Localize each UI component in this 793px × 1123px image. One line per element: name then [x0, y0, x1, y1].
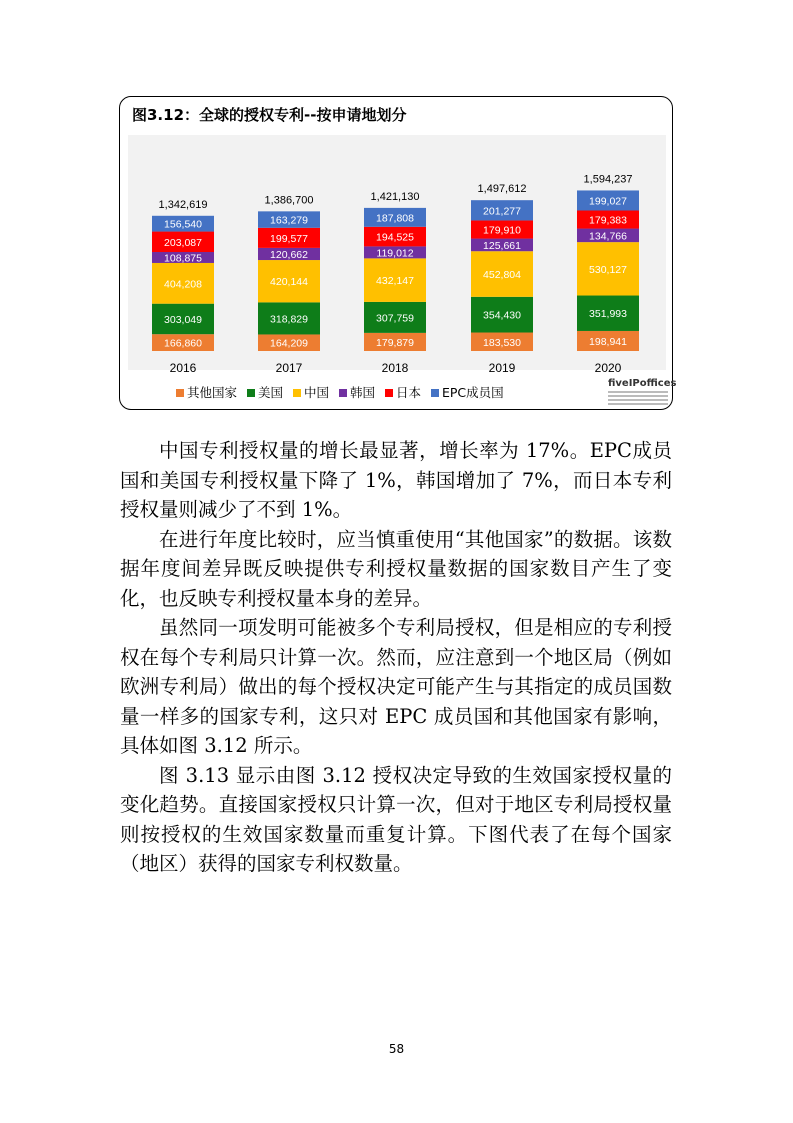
data-label: 404,208 [164, 278, 202, 291]
legend-label: 中国 [304, 385, 330, 400]
body-text [120, 436, 672, 879]
data-label: 351,993 [589, 308, 627, 321]
total-label: 1,386,700 [264, 194, 314, 207]
legend-label: 韩国 [350, 385, 376, 400]
data-label: 203,087 [164, 236, 202, 249]
paragraph: 中国专利授权量的增长最显著，增长率为 17%。EPC成员国和美国专利授权量下降了 1%，韩国增加了 7%，而日本专利授权量则减少了不到 1%。 [120, 439, 672, 521]
total-label: 1,421,130 [370, 190, 420, 203]
total-label: 1,594,237 [583, 173, 633, 186]
data-label: 198,941 [589, 335, 627, 348]
x-tick-label: 2020 [594, 361, 622, 375]
data-label: 125,661 [483, 239, 521, 252]
data-label: 307,759 [376, 312, 414, 325]
data-label: 179,879 [376, 336, 414, 349]
data-label: 199,577 [270, 232, 308, 245]
data-label: 201,277 [483, 205, 521, 218]
data-label: 354,430 [483, 309, 521, 322]
legend-label: 日本 [396, 385, 422, 400]
data-label: 166,860 [164, 337, 202, 350]
data-label: 199,027 [589, 195, 627, 208]
data-label: 179,383 [589, 214, 627, 227]
data-label: 432,147 [376, 275, 414, 288]
x-tick-label: 2016 [169, 361, 197, 375]
x-tick-label: 2017 [275, 361, 303, 375]
data-label: 119,012 [376, 247, 414, 260]
paragraph: 虽然同一项发明可能被多个专利局授权，但是相应的专利授权在每个专利局只计算一次。然而，应注意到一个地区局（例如欧洲专利局）做出的每个授权决定可能产生与其指定的成员国数量一样多的国家专利，这只对 EPC 成员国和其他国家有影响，具体如图 3.12 所示。 [120, 616, 672, 757]
data-label: 163,279 [270, 214, 308, 227]
data-label: 164,209 [270, 337, 308, 350]
page-number: 58 [388, 1042, 405, 1056]
paragraph: 在进行年度比较时，应当慎重使用“其他国家”的数据。该数据年度间差异既反映提供专利授权量数据的国家数目产生了变化，也反映专利授权量本身的差异。 [120, 527, 672, 610]
stacked-bar-chart [119, 96, 677, 410]
paragraph: 图 3.13 显示由图 3.12 授权决定导致的生效国家授权量的变化趋势。直接国家授权只计算一次，但对于地区专利局授权量则按授权的生效国家数量而重复计算。下图代表了在每个国家（地区）获得的国家专利权数量。 [120, 763, 672, 875]
logo-text: fiveIPoffices [608, 378, 677, 389]
data-label: 194,525 [376, 231, 414, 244]
data-label: 183,530 [483, 336, 521, 349]
figure-title: 图3.12：全球的授权专利--按申请地划分 [132, 106, 407, 124]
data-label: 530,127 [589, 263, 627, 276]
x-tick-label: 2018 [381, 361, 409, 375]
data-label: 134,766 [589, 230, 627, 243]
data-label: 179,910 [483, 224, 521, 237]
total-label: 1,497,612 [477, 183, 527, 196]
x-tick-label: 2019 [488, 361, 516, 375]
data-label: 303,049 [164, 313, 202, 326]
data-label: 156,540 [164, 218, 202, 231]
data-label: 318,829 [270, 313, 308, 326]
total-label: 1,342,619 [158, 198, 208, 211]
legend-label: 美国 [258, 385, 284, 400]
legend-label: 其他国家 [187, 385, 238, 400]
data-label: 108,875 [164, 252, 202, 265]
data-label: 187,808 [376, 212, 414, 225]
data-label: 452,804 [483, 269, 521, 282]
data-label: 420,144 [270, 276, 308, 289]
legend-label: EPC成员国 [442, 385, 504, 400]
data-label: 120,662 [270, 248, 308, 261]
